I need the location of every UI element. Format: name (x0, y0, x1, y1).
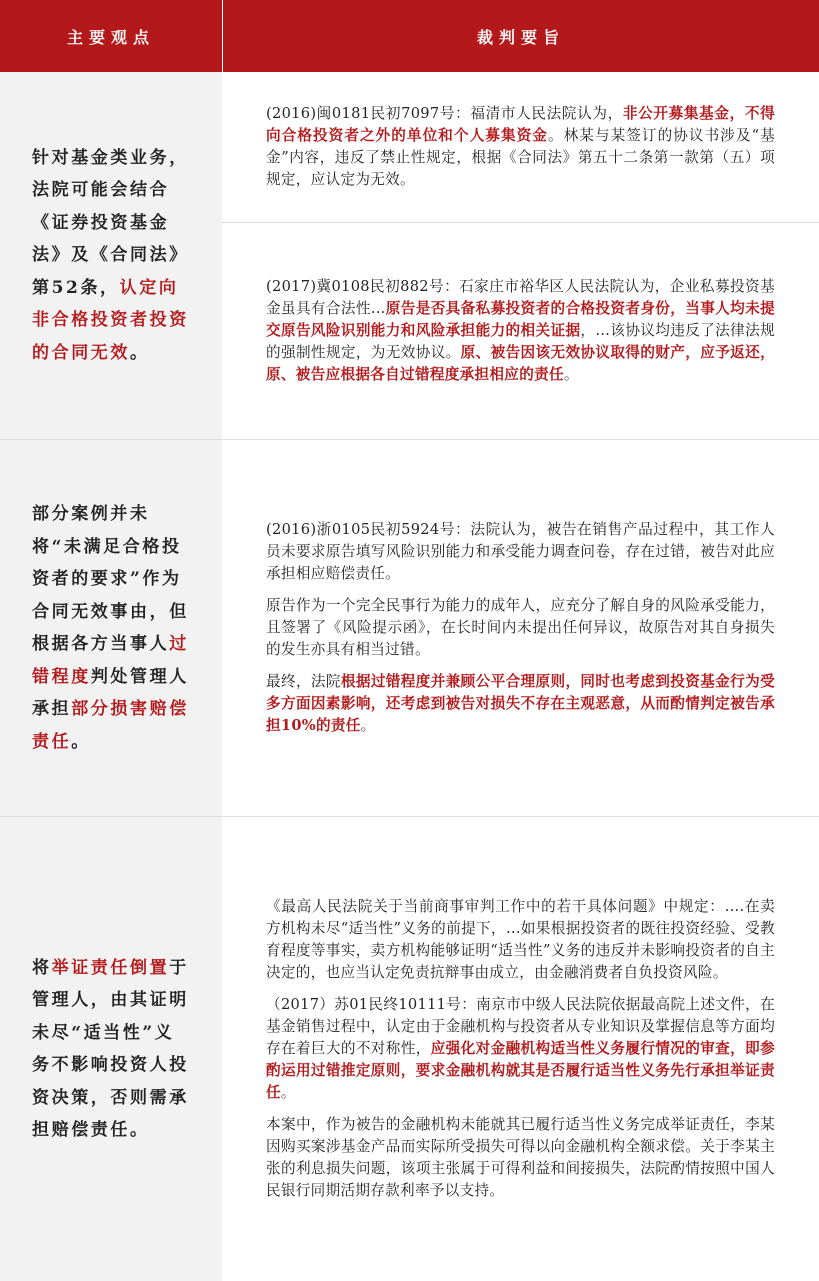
table-row (0, 440, 819, 817)
ruling-paragraph (266, 1114, 775, 1202)
ruling-segment: 。 (280, 1084, 296, 1101)
ruling-segment: ，…该协议均违反了法律法规的强制性规定，为无效协议。 (266, 322, 775, 361)
table-header (0, 0, 819, 72)
ruling-cell (222, 222, 819, 439)
viewpoint-segment: 判处管理人承担 (32, 666, 189, 719)
viewpoint-segment: 将 (32, 957, 52, 978)
ruling-cell (222, 440, 819, 816)
ruling-column (222, 440, 819, 816)
ruling-segment: 。 (360, 717, 376, 734)
viewpoint-segment: 于管理人，由其证明未尽“适当性”义务不影响投资人投资决策，否则需承担赔偿责任。 (32, 957, 189, 1140)
ruling-segment: 《最高人民法院关于当前商事审判工作中的若干具体问题》中规定：….在卖方机构未尽“适当性”义务的前提下，...如果根据投资者的既往投资经验、受教育程度等事实，卖方机构能够证明“适当性”义务的违反并未影响投资者的自主决定的，也应当认定免责抗辩事由成立，由金融消费者自负投资风险。 (266, 898, 775, 981)
ruling-highlight: 非公开募集基金，不得向合格投资者之外的单位和个人募集资金 (266, 105, 775, 144)
ruling-paragraph (266, 519, 775, 585)
viewpoint-segment: 针对基金类业务，法院可能会结合《证券投资基金法》及《合同法》第52条， (32, 147, 189, 298)
ruling-paragraph (266, 671, 775, 737)
ruling-cell (222, 72, 819, 222)
viewpoint-cell (0, 72, 222, 439)
ruling-paragraph (266, 103, 775, 191)
viewpoint-segment: 部分案例并未将“未满足合格投资者的要求”作为合同无效事由，但根据各方当事人 (32, 504, 189, 654)
ruling-column (222, 817, 819, 1281)
viewpoint-text (32, 498, 190, 758)
ruling-paragraph (266, 595, 775, 661)
ruling-highlight: 原告是否具备私募投资者的合格投资者身份，当事人均未提交原告风险识别能力和风险承担能力的相关证据 (266, 300, 775, 339)
ruling-column (222, 72, 819, 439)
ruling-segment: 最终，法院 (266, 673, 341, 690)
viewpoint-segment: 。 (71, 731, 91, 752)
ruling-highlight: 原、被告因该无效协议取得的财产，应予返还，原、被告应根据各自过错程度承担相应的责任 (266, 344, 775, 383)
ruling-segment: (2016)闽0181民初7097号：福清市人民法院认为， (266, 105, 623, 122)
ruling-cell (222, 817, 819, 1281)
viewpoint-cell (0, 440, 222, 816)
viewpoint-text (32, 952, 190, 1147)
table-row (0, 817, 819, 1281)
ruling-segment: （2017）苏01民终10111号：南京市中级人民法院依据最高院上述文件，在基金销售过程中，认定由于金融机构与投资者从专业知识及掌握信息等方面均存在着巨大的不对称性， (266, 996, 775, 1057)
viewpoint-highlight: 过错程度 (32, 634, 189, 687)
ruling-segment: 。 (563, 366, 579, 383)
ruling-highlight: 应强化对金融机构适当性义务履行情况的审查，即参酌运用过错推定原则，要求金融机构就其是否履行适当性义务先行承担举证责任 (266, 1040, 775, 1101)
ruling-segment: 。林某与某签订的协议书涉及“基金”内容，违反了禁止性规定，根据《合同法》第五十二条第一款第（五）项规定，应认定为无效。 (266, 127, 776, 188)
ruling-paragraph (266, 896, 775, 984)
viewpoint-highlight: 部分损害赔偿责任 (32, 699, 189, 752)
ruling-segment: 原告作为一个完全民事行为能力的成年人，应充分了解自身的风险承受能力，且签署了《风险提示函》，在长时间内未提出任何异议，故原告对其自身损失的发生亦具有相当过错。 (266, 597, 775, 658)
ruling-paragraph (266, 276, 775, 386)
ruling-paragraph (266, 994, 775, 1104)
ruling-segment: (2017)冀0108民初882号：石家庄市裕华区人民法院认为，企业私募投资基金虽具有合法性… (266, 278, 775, 317)
viewpoint-segment: 。 (130, 342, 150, 363)
ruling-segment: (2016)浙0105民初5924号：法院认为，被告在销售产品过程中，其工作人员未要求原告填写风险识别能力和承受能力调查问卷，存在过错，被告对此应承担相应赔偿责任。 (266, 521, 775, 582)
header-ruling: 裁判要旨 (476, 27, 565, 47)
header-viewpoint: 主要观点 (0, 0, 223, 72)
viewpoint-cell (0, 817, 222, 1281)
table-row (0, 72, 819, 440)
viewpoint-highlight: 认定向非合格投资者投资的合同无效 (32, 277, 189, 363)
viewpoint-text (32, 142, 190, 370)
viewpoint-highlight: 举证责任倒置 (51, 957, 170, 978)
ruling-segment: 本案中，作为被告的金融机构未能就其已履行适当性义务完成举证责任，李某因购买案涉基金产品而实际所受损失可得以向金融机构全额求偿。关于李某主张的利息损失问题，该项主张属于可得利益和间接损失，法院酌情按照中国人民银行同期活期存款利率予以支持。 (266, 1116, 775, 1199)
ruling-highlight: 根据过错程度并兼顾公平合理原则，同时也考虑到投资基金行为受多方面因素影响，还考虑到被告对损失不存在主观恶意，从而酌情判定被告承担10%的责任 (266, 673, 775, 734)
